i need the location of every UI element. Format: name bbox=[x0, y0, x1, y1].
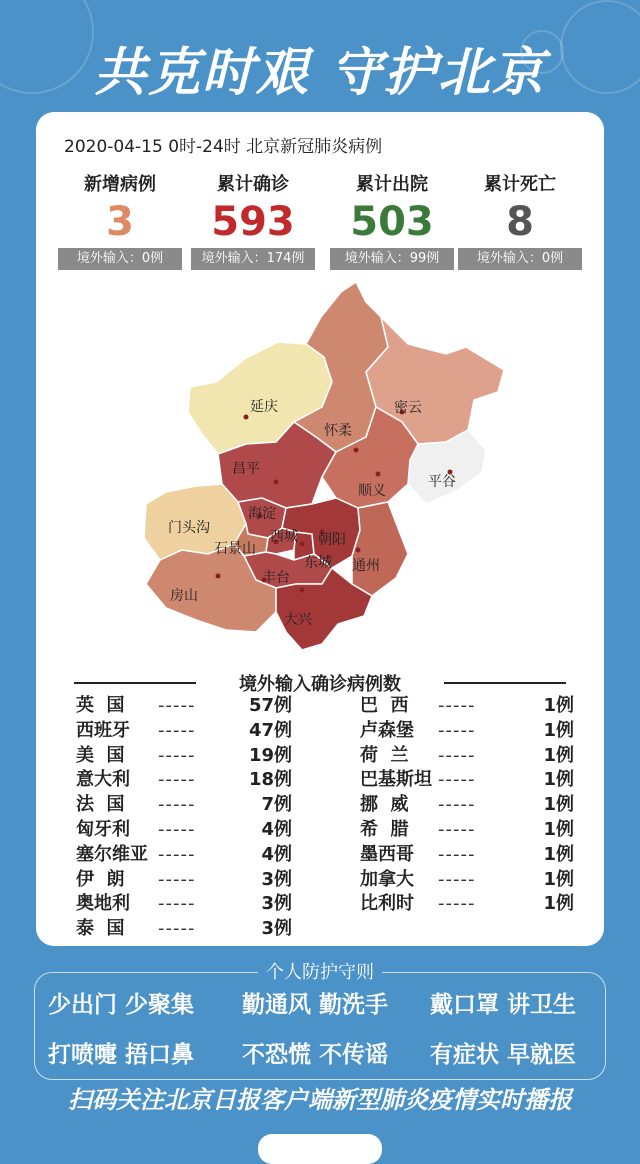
dash-separator: ----- bbox=[438, 744, 476, 766]
footer-text: 扫码关注北京日报客户端新型肺炎疫情实时播报 bbox=[68, 1086, 572, 1114]
map-label-shunyi: 顺义 bbox=[358, 483, 386, 499]
imported-row bbox=[360, 744, 574, 768]
imported-row bbox=[360, 892, 574, 916]
imported-row bbox=[76, 694, 292, 718]
stat-value: 593 bbox=[211, 199, 295, 245]
country-name: 意大利 bbox=[76, 769, 130, 791]
map-label-chaoyang: 朝阳 bbox=[318, 532, 346, 548]
divider bbox=[444, 682, 566, 684]
case-count: 7例 bbox=[261, 794, 292, 816]
dash-separator: ----- bbox=[158, 769, 196, 791]
rule-item: 戴口罩 讲卫生 bbox=[430, 992, 577, 1018]
case-count: 1例 bbox=[543, 893, 574, 915]
map-label-pinggu: 平谷 bbox=[428, 474, 456, 490]
dash-separator: ----- bbox=[158, 719, 196, 741]
stat-new-cases bbox=[58, 170, 182, 270]
stat-value: 3 bbox=[106, 199, 134, 245]
report-date: 2020-04-15 0时-24时 北京新冠肺炎病例 bbox=[64, 137, 383, 157]
imported-row bbox=[360, 694, 574, 718]
country-name: 挪 威 bbox=[360, 794, 409, 816]
map-label-tongzhou: 通州 bbox=[352, 558, 380, 574]
map-label-mentougou: 门头沟 bbox=[168, 520, 210, 536]
case-count: 1例 bbox=[543, 695, 574, 716]
imported-row bbox=[360, 719, 574, 743]
case-count: 3例 bbox=[261, 918, 292, 940]
country-name: 巴 西 bbox=[360, 695, 409, 716]
imported-row bbox=[360, 793, 574, 817]
imported-row bbox=[76, 868, 292, 892]
stat-imported: 境外输入：0例 bbox=[458, 248, 582, 270]
dash-separator: ----- bbox=[158, 695, 196, 716]
imported-row bbox=[76, 843, 292, 867]
rule-item: 打喷嚏 捂口鼻 bbox=[48, 1042, 195, 1068]
stat-label: 累计确诊 bbox=[217, 174, 289, 195]
country-name: 伊 朗 bbox=[76, 868, 125, 890]
dash-separator: ----- bbox=[158, 794, 196, 816]
imported-row bbox=[360, 768, 574, 792]
imported-row bbox=[360, 868, 574, 892]
case-count: 3例 bbox=[261, 893, 292, 915]
case-count: 1例 bbox=[543, 819, 574, 840]
dash-separator: ----- bbox=[438, 868, 476, 890]
case-count: 47例 bbox=[248, 719, 292, 741]
stat-total-discharged bbox=[330, 170, 454, 270]
stat-label: 累计出院 bbox=[356, 174, 428, 195]
case-count: 1例 bbox=[543, 794, 574, 816]
district-tongzhou bbox=[352, 502, 408, 596]
country-name: 墨西哥 bbox=[360, 843, 414, 865]
rule-item: 少出门 少聚集 bbox=[48, 992, 195, 1018]
map-label-changping: 昌平 bbox=[232, 461, 260, 477]
country-name: 荷 兰 bbox=[360, 744, 409, 766]
imported-row bbox=[76, 719, 292, 743]
case-count: 1例 bbox=[543, 868, 574, 890]
dash-separator: ----- bbox=[158, 843, 196, 865]
country-name: 西班牙 bbox=[76, 719, 130, 741]
dash-separator: ----- bbox=[438, 695, 476, 716]
stat-imported: 境外输入：0例 bbox=[58, 248, 182, 270]
map-label-xicheng: 西城 bbox=[270, 529, 298, 545]
case-count: 4例 bbox=[261, 819, 292, 840]
dash-separator: ----- bbox=[438, 843, 476, 865]
country-name: 希 腊 bbox=[360, 819, 409, 840]
rules-title-text: 个人防护守则 bbox=[258, 962, 382, 983]
country-name: 美 国 bbox=[76, 744, 125, 766]
stat-total-deaths bbox=[458, 170, 582, 270]
imported-row bbox=[76, 892, 292, 916]
stat-label: 新增病例 bbox=[84, 174, 156, 195]
map-label-haidian: 海淀 bbox=[248, 506, 276, 522]
imported-row bbox=[360, 843, 574, 867]
bottom-tab bbox=[258, 1134, 382, 1164]
case-count: 18例 bbox=[248, 769, 292, 791]
stat-imported: 境外输入：99例 bbox=[330, 248, 454, 270]
country-name: 泰 国 bbox=[76, 918, 125, 940]
imported-row bbox=[76, 768, 292, 792]
map-label-fangshan: 房山 bbox=[170, 588, 198, 604]
country-name: 匈牙利 bbox=[76, 819, 130, 840]
dash-separator: ----- bbox=[158, 744, 196, 766]
stat-value: 8 bbox=[506, 199, 534, 245]
imported-section-title: 境外输入确诊病例数 bbox=[239, 674, 401, 695]
country-name: 比利时 bbox=[360, 893, 414, 915]
case-count: 1例 bbox=[543, 769, 574, 791]
dash-separator: ----- bbox=[438, 893, 476, 915]
map-label-daxing: 大兴 bbox=[284, 612, 312, 628]
rule-item: 不恐慌 不传谣 bbox=[242, 1042, 389, 1068]
stat-total-confirmed bbox=[191, 170, 315, 270]
stat-value: 503 bbox=[350, 199, 434, 245]
map-label-miyun: 密云 bbox=[394, 400, 422, 416]
imported-row bbox=[76, 744, 292, 768]
map-label-shijingshan: 石景山 bbox=[214, 541, 256, 557]
case-count: 3例 bbox=[261, 868, 292, 890]
rules-title bbox=[0, 958, 640, 984]
map-label-fengtai: 丰台 bbox=[262, 570, 290, 586]
stat-label: 累计死亡 bbox=[484, 174, 556, 195]
rule-item: 勤通风 勤洗手 bbox=[242, 992, 389, 1018]
country-name: 塞尔维亚 bbox=[76, 843, 148, 865]
dash-separator: ----- bbox=[438, 819, 476, 840]
country-name: 加拿大 bbox=[360, 868, 414, 890]
case-count: 19例 bbox=[248, 744, 292, 766]
imported-row bbox=[360, 818, 574, 842]
case-count: 4例 bbox=[261, 843, 292, 865]
imported-row bbox=[76, 917, 292, 941]
case-count: 1例 bbox=[543, 744, 574, 766]
beijing-district-map bbox=[126, 272, 516, 662]
case-count: 1例 bbox=[543, 843, 574, 865]
country-name: 奥地利 bbox=[76, 893, 130, 915]
rule-item: 有症状 早就医 bbox=[430, 1042, 577, 1068]
map-label-dongcheng: 东城 bbox=[304, 555, 332, 571]
dash-separator: ----- bbox=[438, 794, 476, 816]
case-count: 57例 bbox=[248, 695, 292, 716]
imported-row bbox=[76, 793, 292, 817]
case-count: 1例 bbox=[543, 719, 574, 741]
report-card bbox=[36, 112, 604, 946]
dash-separator: ----- bbox=[158, 819, 196, 840]
dash-separator: ----- bbox=[158, 918, 196, 940]
map-label-yanqing: 延庆 bbox=[250, 399, 278, 415]
country-name: 卢森堡 bbox=[360, 719, 414, 741]
dash-separator: ----- bbox=[438, 769, 476, 791]
dash-separator: ----- bbox=[158, 893, 196, 915]
map-label-huairou: 怀柔 bbox=[324, 423, 352, 439]
dash-separator: ----- bbox=[158, 868, 196, 890]
dash-separator: ----- bbox=[438, 719, 476, 741]
country-name: 英 国 bbox=[76, 695, 125, 716]
stat-imported: 境外输入：174例 bbox=[191, 248, 315, 270]
imported-row bbox=[76, 818, 292, 842]
country-name: 法 国 bbox=[76, 794, 125, 816]
country-name: 巴基斯坦 bbox=[360, 769, 432, 791]
page-title: 共克时艰 守护北京 bbox=[93, 43, 547, 103]
